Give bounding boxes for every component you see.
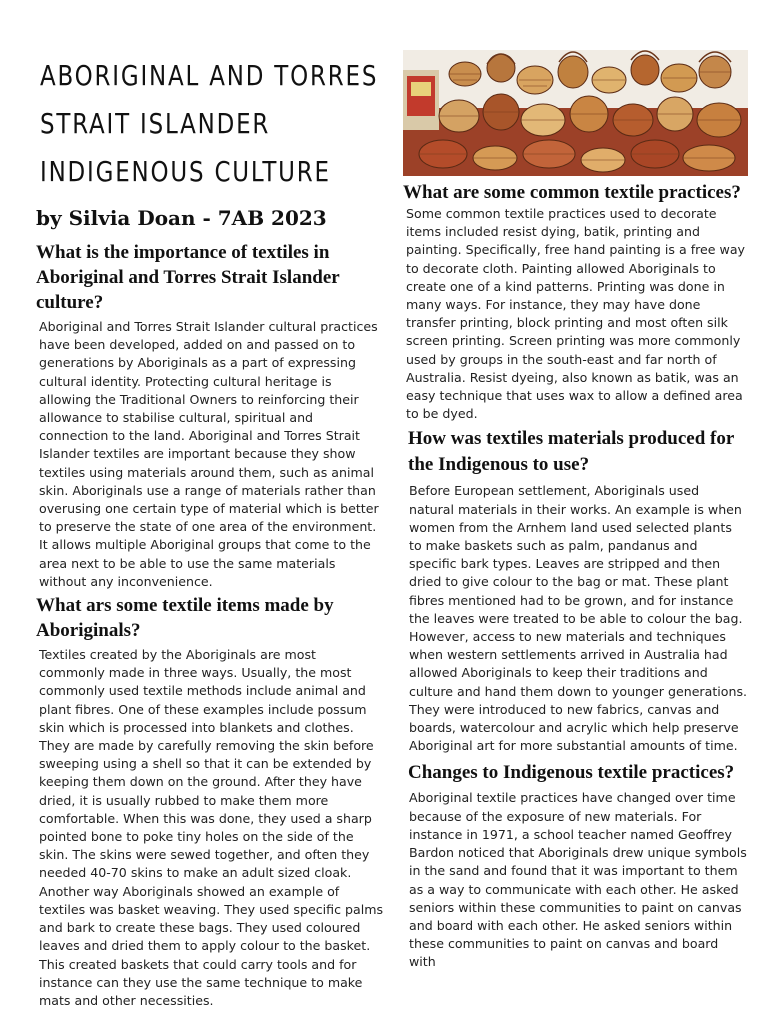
left-column <box>36 52 384 1010</box>
section-body-textile-items: Textiles created by the Aboriginals are most commonly made in three ways. Usually, the most commonly used textile methods include animal and plant fibres. One of these examples include possum skin which is processed into blankets and clothes. They are made by carefully removing the skin before sweeping using a shell so that it can be extended by keeping them down on the ground. After they have dried, it is usually rubbed to make them more comfortable. When this was done, they used a sharp pointed bone to poke tiny holes on the side of the skin. The skins were sewed together, and often they needed 40-70 skins to make an adult sized cloak. Another way Aboriginals showed an example of textiles was basket weaving. They used specific palms and bark to create these bags. They used coloured leaves and dried them to apply colour to the basket. This created baskets that could carry tools and for instance can they use the same technique to make mats and other necessities. <box>39 647 384 1008</box>
section-body-importance: Aboriginal and Torres Strait Islander cultural practices have been developed, added on and passed on to generations by Aboriginals as a part of expressing cultural identity. Protecting cultural heritage is allowing the Traditional Owners to reinforcing their allowance to stabilise cultural, spiritual and connection to the land. Aboriginal and Torres Strait Islander textiles are important because they show textiles using materials around them, such as animal skin. Aboriginals use a range of materials rather than overusing one certain type of material which is better to preserve the state of one area of the environment. It allows multiple Aboriginal groups that come to the area next to be able to use the same materials without any inconvenience. <box>39 319 379 589</box>
section-heading-importance: What is the importance of textiles in Aboriginal and Torres Strait Islander culture? <box>36 242 340 313</box>
section-body-changes: Aboriginal textile practices have changed over time because of the exposure of new materials. For instance in 1971, a school teacher named Geoffrey Bardon noticed that Aboriginals drew unique symbols in the sand and found that it was important to them as a way to communicate with each other. He asked seniors within these communities to paint on canvas and board with each other. He asked seniors within these communities to paint on canvas and board with <box>409 790 747 970</box>
section-heading-textile-items: What ars some textile items made by Aboriginals? <box>36 595 334 642</box>
page-title <box>40 52 384 196</box>
woven-baskets-photo <box>403 50 748 176</box>
baskets-illustration <box>403 50 748 176</box>
right-column <box>403 50 748 972</box>
section-body-common-practices: Some common textile practices used to decorate items included resist dying, batik, printing and painting. Specifically, free hand painting is a free way to decorate cloth. Painting allowed Aboriginals to create one of a kind patterns. Printing was done in many ways. For instance, they may have done transfer printing, block printing and most often silk screen printing. Screen printing was more commonly used by groups in the south-east and far north of Australia. Resist dyeing, also known as batik, was an easy technique that uses wax to allow a defined area to be dyed. <box>406 206 746 422</box>
section-heading-materials-produced: How was textiles materials produced for the Indigenous to use? <box>408 428 734 476</box>
title-line: INDIGENOUS CULTURE <box>40 155 331 188</box>
title-line: ABORIGINAL AND TORRES <box>40 59 379 92</box>
section-heading-changes: Changes to Indigenous textile practices? <box>408 762 735 784</box>
title-line: STRAIT ISLANDER <box>40 107 271 140</box>
section-heading-common-practices: What are some common textile practices? <box>403 182 741 203</box>
section-body-materials-produced: Before European settlement, Aboriginals used natural materials in their works. An example is when women from the Arnhem land used selected plants to make baskets such as palm, pandanus and specific bark types. Leaves are stripped and then dried to give colour to the bag or mat. These plant fibres mentioned had to be grown, and for instance the leaves were treated to be able to colour the bag. However, access to new materials and techniques when western settlements arrived in Australia had allowed Aboriginals to keep their traditions and culture and hand them down to younger generations. They were introduced to new fabrics, canvas and boards, watercolour and acrylic which help preserve Aboriginal art for more substantial amounts of time. <box>409 483 748 754</box>
author-byline: by Silvia Doan - 7AB 2023 <box>36 206 327 230</box>
